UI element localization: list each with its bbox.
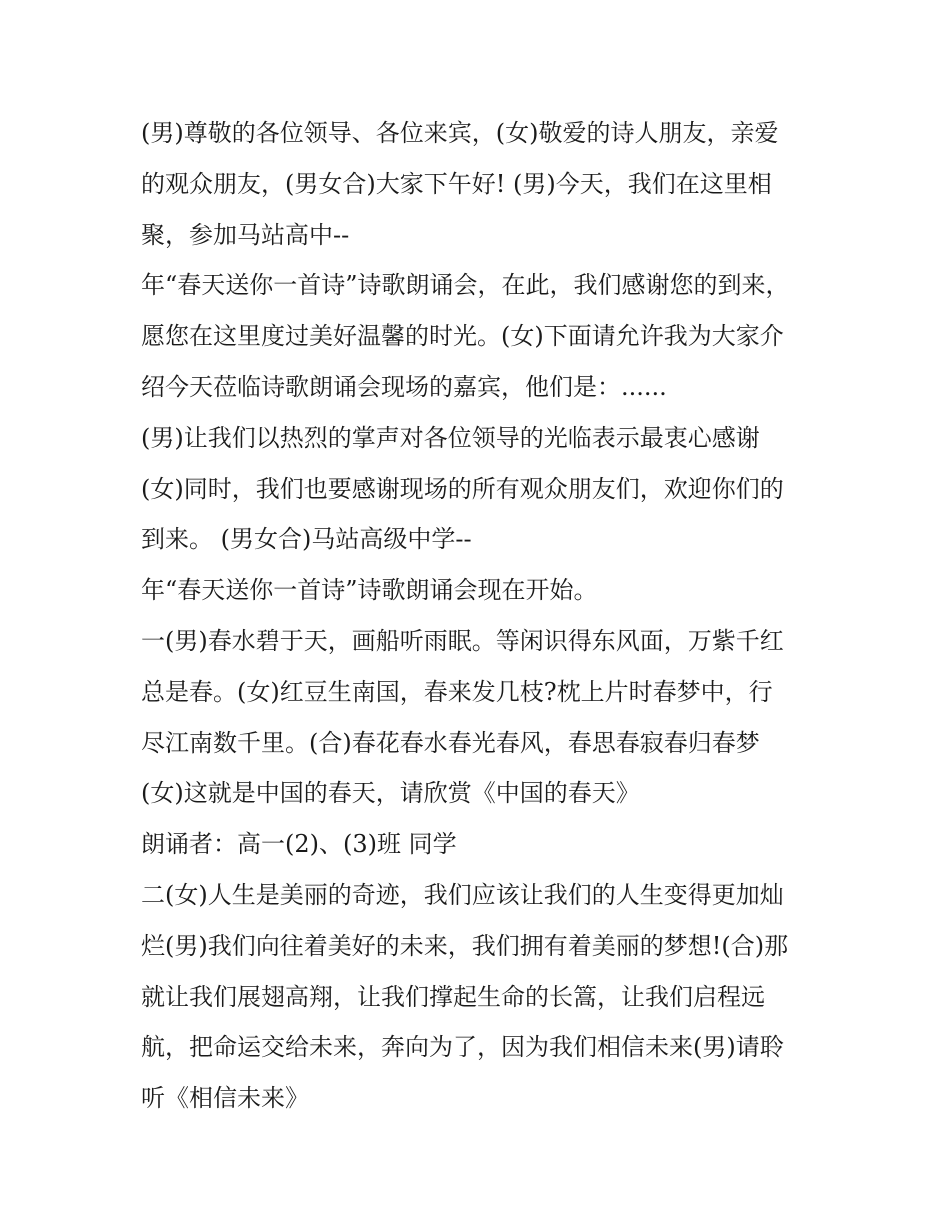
text-line: (男)尊敬的各位领导、各位来宾，(女)敬爱的诗人朋友，亲爱 [141, 119, 779, 147]
text-line: 听《相信未来》 [141, 1084, 309, 1113]
text-line: 愿您在这里度过美好温馨的时光。(女)下面请允许我为大家介 [141, 322, 784, 351]
text-line: 聚，参加马站高中-- [141, 220, 350, 249]
text-line: 二(女)人生是美丽的奇迹，我们应该让我们的人生变得更加灿 [141, 880, 784, 909]
document-body [141, 108, 821, 1124]
text-line: 到来。 (男女合)马站高级中学-- [141, 525, 472, 554]
text-line: 尽江南数千里。(合)春花春水春光春风，春思春寂春归春梦 [141, 728, 760, 757]
text-line: 年“春天送你一首诗”诗歌朗诵会现在开始。 [141, 576, 598, 605]
text-line: 一(男)春水碧于天，画船听雨眠。等闲识得东风面，万紫千红 [141, 626, 784, 655]
text-line: 朗诵者：高一(2)、(3)班 同学 [141, 830, 457, 859]
text-line: (女)同时，我们也要感谢现场的所有观众朋友们，欢迎你们的 [141, 474, 784, 503]
text-line: 绍今天莅临诗歌朗诵会现场的嘉宾，他们是：...... [141, 372, 667, 401]
text-line: 就让我们展翅高翔，让我们撑起生命的长篙，让我们启程远 [141, 982, 765, 1011]
text-line: 总是春。(女)红豆生南国，春来发几枝?枕上片时春梦中，行 [141, 677, 773, 706]
text-line: 的观众朋友，(男女合)大家下午好! (男)今天，我们在这里相 [141, 169, 772, 198]
text-line: 烂(男)我们向往着美好的未来，我们拥有着美丽的梦想!(合)那 [141, 931, 789, 960]
text-line: (男)让我们以热烈的掌声对各位领导的光临表示最衷心感谢 [141, 423, 760, 452]
text-line: 航，把命运交给未来，奔向为了，因为我们相信未来(男)请聆 [141, 1033, 784, 1062]
text-line: (女)这就是中国的春天，请欣赏《中国的春天》 [141, 779, 640, 808]
text-line: 年“春天送你一首诗”诗歌朗诵会，在此，我们感谢您的到来， [141, 271, 790, 300]
